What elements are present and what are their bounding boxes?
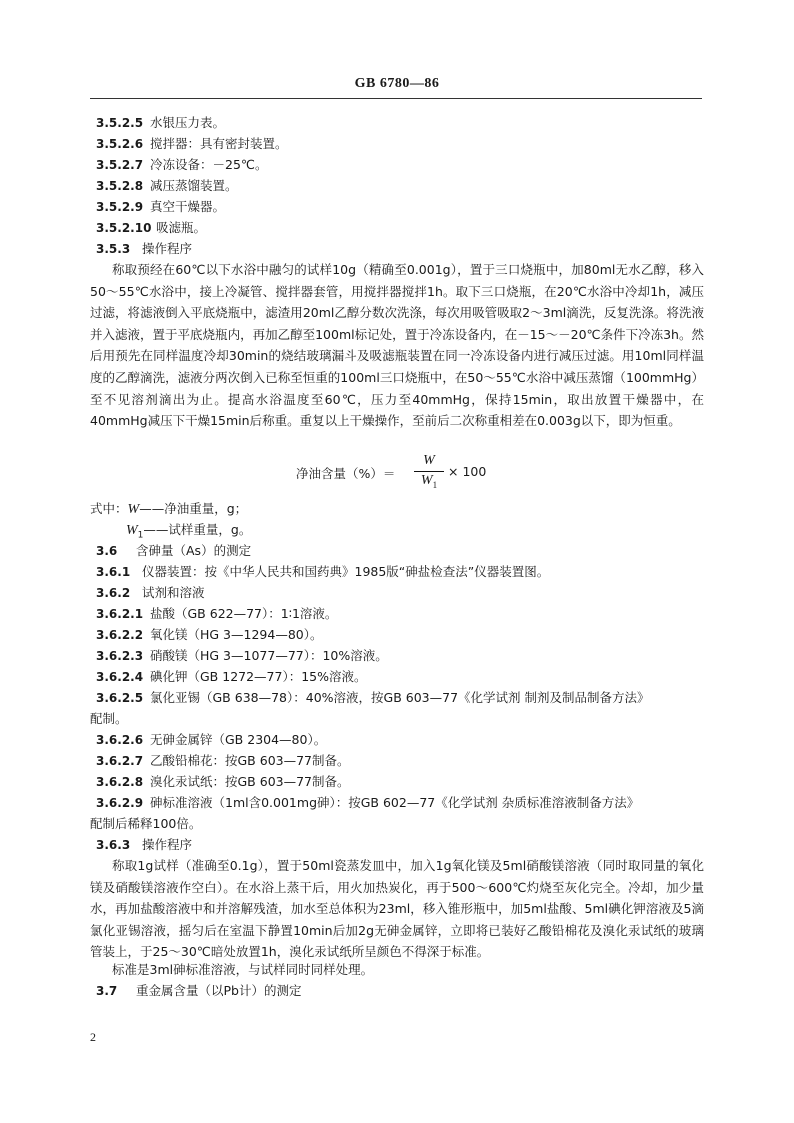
item-3528: 3.5.2.8 减压蒸馏装置。 — [96, 178, 238, 193]
section-363-heading: 3.6.3 操作程序 — [96, 837, 193, 852]
document-header: GB 6780—86 — [354, 76, 440, 91]
net-oil-formula — [0, 453, 794, 493]
where-line-w1: $W_1——$试样重量，g。 — [126, 522, 252, 541]
item-3623: 3.6.2.3 硝酸镁（HG 3—1077—77）：10%溶液。 — [96, 648, 388, 663]
procedure-363-text: 称取1g试样（准确至0.1g），置于50ml瓷蒸发皿中，加入1g氧化镁及5ml硝酸镁溶液（同时取同量的氧化镁及硝酸镁溶液作空白）。在水浴上蒸干后，用火加热炭化，再于500～600℃灼烧至灰化完全。冷却，加少量水，再加盐酸溶液中和并溶解残渣，加水至总体积为23ml，移入锥形瓶中，加5ml盐酸、5ml碘化钾溶液及5滴氯化亚锡溶液，摇匀后在室温下静置10min后加2g无砷金属锌，立即将已装好乙酸铅棉花及溴化汞试纸的玻璃管装上，于25～30℃暗处放置1h，溴化汞试纸所呈颜色不得深于标准。 — [90, 858, 704, 960]
item-3627: 3.6.2.7 乙酸铅棉花：按GB 603—77制备。 — [96, 753, 350, 768]
formula-lhs: 净油含量（%）＝ — [296, 466, 396, 481]
formula-fraction — [414, 453, 444, 490]
item-3622: 3.6.2.2 氧化镁（HG 3—1294—80）。 — [96, 627, 323, 642]
item-3621: 3.6.2.1 盐酸（GB 622—77）：1∶1溶液。 — [96, 606, 338, 621]
item-3628: 3.6.2.8 溴化汞试纸：按GB 603—77制备。 — [96, 774, 350, 789]
section-37-heading: 3.7 重金属含量（以Pb计）的测定 — [96, 983, 302, 998]
item-362: 3.6.2 试剂和溶液 — [96, 585, 205, 600]
item-361: 3.6.1 仪器装置：按《中华人民共和国药典》1985版“砷盐检查法”仪器装置图。 — [96, 564, 550, 579]
item-35210: 3.5.2.10 吸滤瓶。 — [96, 220, 207, 235]
item-3525: 3.5.2.5 水银压力表。 — [96, 115, 226, 130]
formula-numerator: W — [423, 453, 435, 468]
formula-denominator: $W_1$ — [420, 473, 438, 490]
item-3527: 3.5.2.7 冷冻设备：－25℃。 — [96, 157, 268, 172]
item-3625: 3.6.2.5 氯化亚锡（GB 638—78）：40%溶液，按GB 603—77《化学试剂 制剂及制品制备方法》 — [96, 690, 650, 705]
item-3526: 3.5.2.6 搅拌器：具有密封装置。 — [96, 136, 288, 151]
fraction-bar — [414, 471, 444, 472]
section-36-heading: 3.6 含砷量（As）的测定 — [96, 543, 252, 558]
item-3629-cont: 配制后稀释100倍。 — [90, 816, 202, 831]
item-3625-cont: 配制。 — [90, 711, 128, 726]
header-rule — [90, 98, 702, 99]
item-3629: 3.6.2.9 砷标准溶液（1ml含0.001mg砷）：按GB 602—77《化学试剂 杂质标准溶液制备方法》 — [96, 795, 640, 810]
section-353-heading: 3.5.3 操作程序 — [96, 241, 193, 256]
where-line-w: 式中：W——净油重量，g； — [90, 501, 248, 517]
item-3624: 3.6.2.4 碘化钾（GB 1272—77）：15%溶液。 — [96, 669, 367, 684]
procedure-353-text: 称取预经在60℃以下水浴中融匀的试样10g（精确至0.001g），置于三口烧瓶中，加80ml无水乙醇，移入50～55℃水浴中，接上冷凝管、搅拌器套管，用搅拌器搅拌1h。取下三口烧瓶，在20℃水浴中冷却1h，减压过滤，将滤液倒入平底烧瓶中，滤渣用20ml乙醇分数次洗涤，每次用吸管吸取2～3ml滴洗，反复洗涤。将洗液并入滤液，置于平底烧瓶内，再加乙醇至100ml标记处，置于冷冻设备内，在－15～－20℃条件下冷冻3h。然后用预先在同样温度冷却30min的烧结玻璃漏斗及吸滤瓶装置在同一冷冻设备内进行减压过滤。用10ml同样温度的乙醇滴洗，滤液分两次倒入已称至恒重的100ml三口烧瓶中，在50～55℃水浴中减压蒸馏（100mmHg）至不见溶剂滴出为止。提高水浴温度至60℃，压力至40mmHg，保持15min，取出放置干燥器中，在40mmHg减压下干燥15min后称重。重复以上干燥操作，至前后二次称重相差在0.003g以下，即为恒重。 — [90, 262, 704, 429]
item-3626: 3.6.2.6 无砷金属锌（GB 2304—80）。 — [96, 732, 327, 747]
standard-note: 标准是3ml砷标准溶液，与试样同时同样处理。 — [112, 962, 374, 977]
page-number: 2 — [90, 1030, 96, 1044]
item-3529: 3.5.2.9 真空干燥器。 — [96, 199, 226, 214]
formula-rhs: × 100 — [448, 464, 487, 479]
